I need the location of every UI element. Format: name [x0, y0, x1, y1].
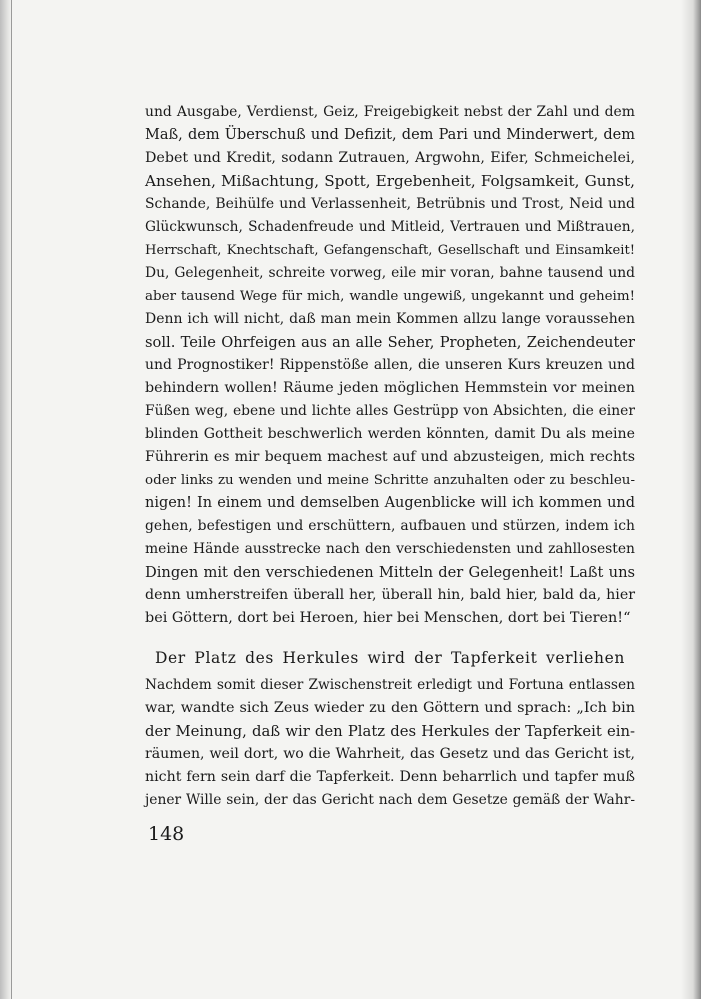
page-number: 148 [148, 823, 185, 845]
text-line: Führerin es mir bequem machest auf und abzusteigen, mich rechts [145, 449, 635, 465]
text-line: Dingen mit den verschiedenen Mitteln der Gelegenheit! Laßt uns [145, 564, 635, 581]
text-line: Füßen weg, ebene und lichte alles Gestrüpp von Absichten, die einer [145, 403, 635, 419]
text-line: aber tausend Wege für mich, wandle ungewiß, ungekannt und geheim! [145, 289, 635, 304]
text-line: denn umherstreifen überall her, überall hin, bald hier, bald da, hier [145, 587, 635, 603]
page-gutter-line [11, 0, 12, 999]
text-line: gehen, befestigen und erschüttern, aufbauen und stürzen, indem ich [145, 518, 635, 534]
text-line: Denn ich will nicht, daß man mein Kommen allzu lange voraussehen [145, 311, 635, 327]
text-line: und Prognostiker! Rippenstöße allen, die unseren Kurs kreuzen und [145, 357, 635, 373]
text-line: meine Hände ausstrecke nach den verschiedensten und zahllosesten [145, 541, 635, 557]
text-line: Maß, dem Überschuß und Defizit, dem Pari und Minderwert, dem [145, 127, 635, 143]
text-line: Glückwunsch, Schadenfreude und Mitleid, Vertrauen und Mißtrauen, [145, 219, 635, 235]
text-line: und Ausgabe, Verdienst, Geiz, Freigebigkeit nebst der Zahl und dem [145, 104, 635, 120]
text-line: Debet und Kredit, sodann Zutrauen, Argwohn, Eifer, Schmeichelei, [145, 150, 635, 166]
text-line: nicht fern sein darf die Tapferkeit. Denn beharrlich und tapfer muß [145, 769, 635, 785]
text-line: Herrschaft, Knechtschaft, Gefangenschaft, Gesellschaft und Einsamkeit! [145, 243, 635, 258]
section-heading: Der Platz des Herkules wird der Tapferkeit verliehen [155, 649, 625, 667]
text-line: räumen, weil dort, wo die Wahrheit, das Gesetz und das Gericht ist, [145, 746, 635, 762]
text-line: Ansehen, Mißachtung, Spott, Ergebenheit, Folgsamkeit, Gunst, [145, 172, 635, 190]
paragraph-1 [145, 101, 635, 630]
text-line: bei Göttern, dort bei Heroen, hier bei Menschen, dort bei Tieren!“ [145, 610, 631, 626]
text-line: behindern wollen! Räume jeden möglichen Hemmstein vor meinen [145, 380, 635, 396]
text-line: soll. Teile Ohrfeigen aus an alle Seher, Propheten, Zeichendeuter [145, 334, 635, 351]
page-edge-shadow [681, 0, 701, 999]
text-line: Du, Gelegenheit, schreite vorweg, eile mir voran, bahne tausend und [145, 265, 635, 281]
text-line: Nachdem somit dieser Zwischenstreit erledigt und Fortuna entlassen [145, 677, 635, 693]
paragraph-2 [145, 674, 635, 812]
text-line: jener Wille sein, der das Gericht nach dem Gesetze gemäß der Wahr- [145, 792, 635, 808]
text-line: nigen! In einem und demselben Augenblicke will ich kommen und [145, 495, 635, 511]
text-line: oder links zu wenden und meine Schritte anzuhalten oder zu beschleu- [145, 473, 635, 488]
text-line: Schande, Beihülfe und Verlassenheit, Betrübnis und Trost, Neid und [145, 196, 635, 212]
text-line: der Meinung, daß wir den Platz des Herkules der Tapferkeit ein- [145, 723, 635, 740]
text-line: war, wandte sich Zeus wieder zu den Göttern und sprach: „Ich bin [145, 700, 635, 716]
text-line: blinden Gottheit beschwerlich werden könnten, damit Du als meine [145, 426, 635, 442]
